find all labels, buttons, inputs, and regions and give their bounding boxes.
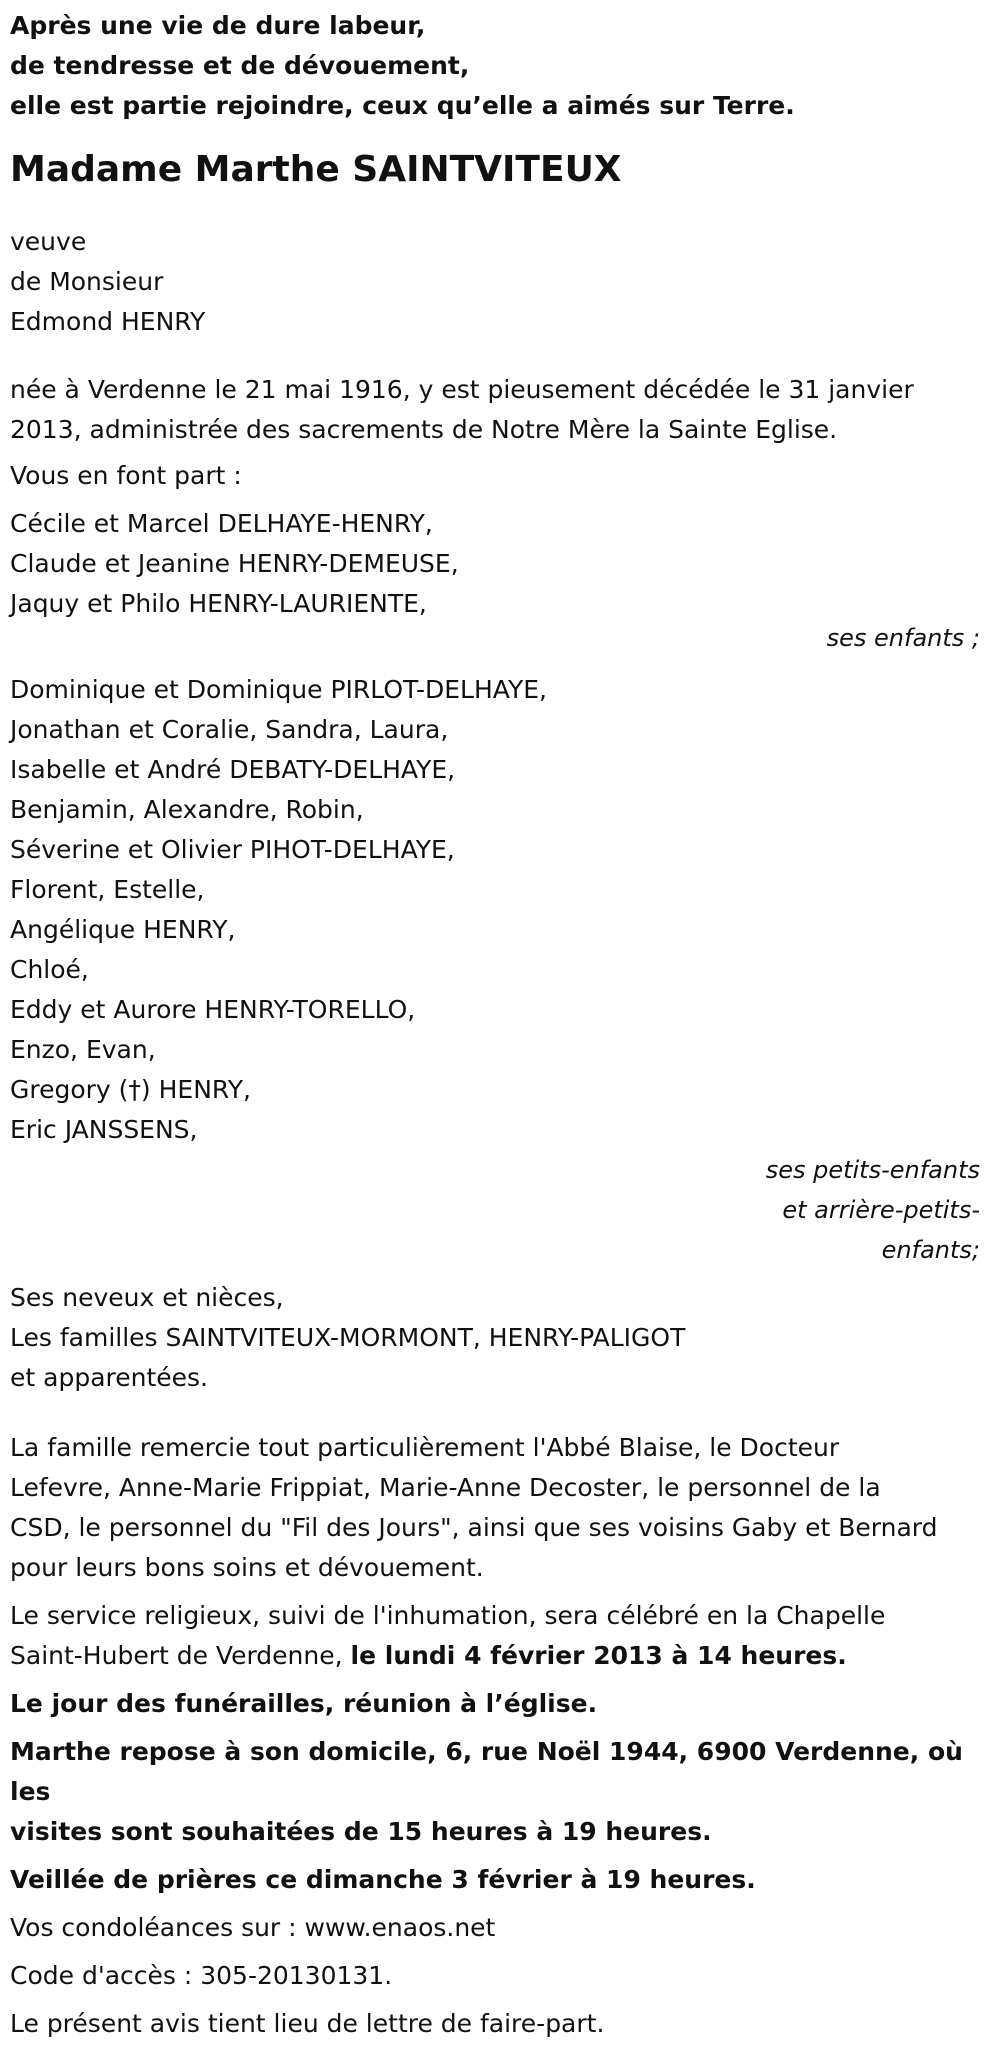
children-relation: ses enfants ; (826, 624, 980, 652)
intro-line: elle est partie rejoindre, ceux qu’elle a aimés sur Terre. (10, 91, 795, 120)
list-item: Eric JANSSENS, (10, 1115, 198, 1144)
thanks-paragraph (10, 1428, 990, 1588)
widow-line: veuve (10, 227, 87, 256)
service-info (10, 1596, 990, 1676)
thanks-line: pour leurs bons soins et dévouement. (10, 1553, 484, 1582)
thanks-line: Lefevre, Anne-Marie Frippiat, Marie-Anne Decoster, le personnel de la (10, 1473, 881, 1502)
repose-line: visites sont souhaitées de 15 heures à 19 heures. (10, 1817, 712, 1846)
intro-line: de tendresse et de dévouement, (10, 51, 470, 80)
list-item: Jaquy et Philo HENRY-LAURIENTE, (10, 589, 427, 618)
birth-death-info (10, 370, 990, 450)
relation-line: ses petits-enfants (765, 1156, 980, 1184)
repose-line: Marthe repose à son domicile, 6, rue Noël 1944, 6900 Verdenne, où les (10, 1737, 963, 1806)
list-item: Enzo, Evan, (10, 1035, 156, 1064)
other-relatives (10, 1278, 990, 1398)
widow-line: Edmond HENRY (10, 307, 206, 336)
repose-info (10, 1732, 990, 1852)
birth-line: 2013, administrée des sacrements de Notre Mère la Sainte Eglise. (10, 415, 838, 444)
list-item: Jonathan et Coralie, Sandra, Laura, (10, 715, 449, 744)
intro-line: Après une vie de dure labeur, (10, 11, 426, 40)
vigil-info: Veillée de prières ce dimanche 3 février à 19 heures. (10, 1865, 756, 1894)
list-item: Dominique et Dominique PIRLOT-DELHAYE, (10, 675, 547, 704)
list-item: Eddy et Aurore HENRY-TORELLO, (10, 995, 416, 1024)
service-place: Saint-Hubert de Verdenne, (10, 1641, 351, 1670)
children-list (10, 504, 990, 624)
widow-of (10, 222, 990, 342)
list-item: Florent, Estelle, (10, 875, 205, 904)
birth-line: née à Verdenne le 21 mai 1916, y est pieusement décédée le 31 janvier (10, 375, 914, 404)
list-item: Claude et Jeanine HENRY-DEMEUSE, (10, 549, 459, 578)
grandchildren-relation (720, 1150, 990, 1270)
list-item: Cécile et Marcel DELHAYE-HENRY, (10, 509, 433, 538)
service-line (10, 1636, 990, 1676)
deceased-name: Madame Marthe SAINTVITEUX (10, 149, 622, 190)
list-item: Ses neveux et nièces, (10, 1283, 284, 1312)
list-item: Chloé, (10, 955, 89, 984)
list-item: Séverine et Olivier PIHOT-DELHAYE, (10, 835, 455, 864)
notice-text: Le présent avis tient lieu de lettre de faire-part. (10, 2009, 605, 2038)
funeral-day-note: Le jour des funérailles, réunion à l’église. (10, 1689, 598, 1718)
service-date: le lundi 4 février 2013 à 14 heures. (350, 1641, 847, 1670)
list-item: Les familles SAINTVITEUX-MORMONT, HENRY-PALIGOT (10, 1323, 686, 1352)
list-item: Benjamin, Alexandre, Robin, (10, 795, 364, 824)
list-item: Gregory (†) HENRY, (10, 1075, 251, 1104)
service-line: Le service religieux, suivi de l'inhumation, sera célébré en la Chapelle (10, 1601, 886, 1630)
list-item: et apparentées. (10, 1363, 208, 1392)
thanks-line: CSD, le personnel du "Fil des Jours", ainsi que ses voisins Gaby et Bernard (10, 1513, 938, 1542)
widow-line: de Monsieur (10, 267, 164, 296)
relation-line: et arrière-petits- (782, 1196, 980, 1224)
grandchildren-list (10, 670, 990, 1150)
announce-text: Vous en font part : (10, 461, 242, 490)
access-code: Code d'accès : 305-20130131. (10, 1961, 393, 1990)
condolences-info: Vos condoléances sur : www.enaos.net (10, 1913, 496, 1942)
list-item: Isabelle et André DEBATY-DELHAYE, (10, 755, 456, 784)
list-item: Angélique HENRY, (10, 915, 236, 944)
relation-line: enfants; (881, 1236, 980, 1264)
intro-verse (10, 0, 990, 126)
thanks-line: La famille remercie tout particulièrement l'Abbé Blaise, le Docteur (10, 1433, 840, 1462)
